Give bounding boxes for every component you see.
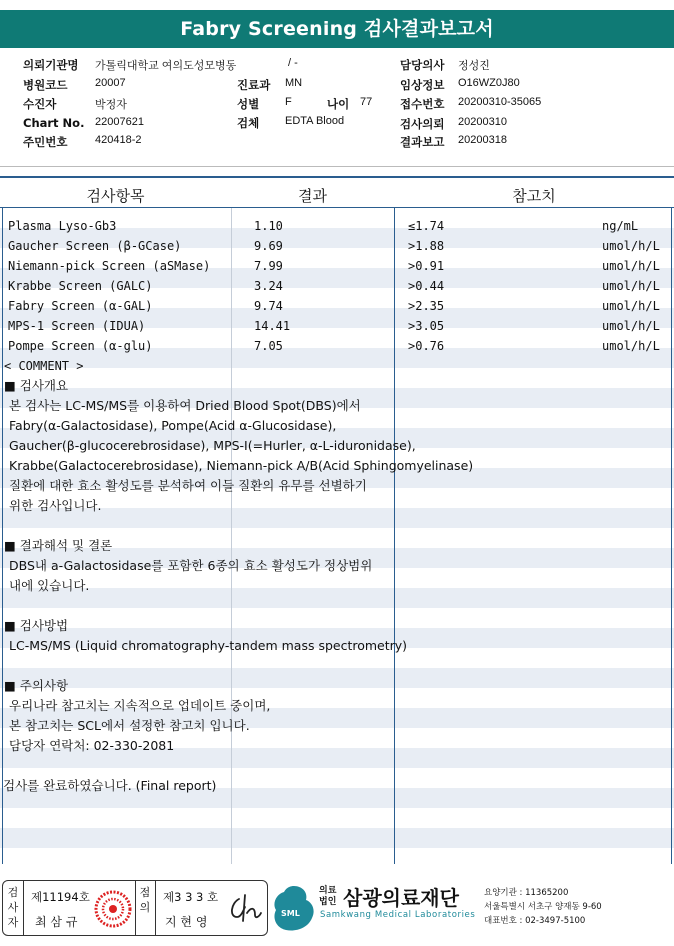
row-result: 7.05 (254, 339, 283, 353)
column-headers (0, 178, 674, 208)
examiner-number: 제11194호 (31, 890, 90, 904)
row-name: Gaucher Screen (β-GCase) (8, 239, 182, 253)
resident-label: 주민번호 (23, 135, 68, 149)
institution-value: 가톨릭대학교 여의도성모병동 (95, 60, 237, 72)
table-row (0, 316, 674, 336)
org-english: Samkwang Medical Laboratories (320, 910, 476, 920)
stripe (0, 828, 674, 848)
comment-line: 본 참고치는 SCL에서 설정한 참고치 입니다. (9, 718, 250, 733)
institution-label: 의뢰기관명 (23, 58, 79, 72)
dept-value: MN (285, 77, 303, 89)
row-result: 9.69 (254, 239, 283, 253)
clinical-value: O16WZ0J80 (458, 77, 520, 89)
request-label: 검사의뢰 (400, 117, 445, 131)
row-unit: umol/h/L (602, 259, 660, 273)
stripe (0, 808, 674, 828)
confirmer-name: 지 현 영 (165, 915, 208, 929)
row-unit: ng/mL (602, 219, 639, 233)
box-divider (135, 881, 136, 935)
comment-line: DBS내 a-Galactosidase를 포함한 6종의 효소 활성도가 정상범위 (9, 558, 373, 573)
age-label: 나이 (327, 97, 350, 111)
row-unit: umol/h/L (602, 239, 660, 253)
signature-icon (225, 891, 265, 927)
row-result: 9.74 (254, 299, 283, 313)
row-unit: umol/h/L (602, 299, 660, 313)
org-prefix: 의료법인 (319, 886, 337, 907)
report-title: Fabry Screening 검사결과보고서 (0, 10, 674, 48)
doctor-label: 담당의사 (400, 58, 445, 72)
code-value: 20007 (95, 77, 126, 89)
row-ref: >0.91 (408, 259, 445, 273)
row-result: 3.24 (254, 279, 283, 293)
row-name: MPS-1 Screen (IDUA) (8, 319, 146, 333)
clinical-label: 임상정보 (400, 78, 445, 92)
comment-line: LC-MS/MS (Liquid chromatography-tandem mass spectrometry) (9, 638, 408, 653)
comment-line: Gaucher(β-glucocerebrosidase), MPS-I(=Hurler, α-L-iduronidase), (9, 438, 416, 453)
row-ref: >1.88 (408, 239, 445, 253)
row-name: Krabbe Screen (GALC) (8, 279, 153, 293)
examiner-name: 최 삼 규 (35, 915, 78, 929)
results-table (0, 176, 674, 864)
row-unit: umol/h/L (602, 279, 660, 293)
report-footer (0, 878, 674, 940)
comment-line: 위한 검사입니다. (9, 498, 102, 513)
comment-line: 내에 있습니다. (9, 578, 90, 593)
final-report-note: 검사를 완료하였습니다. (Final report) (3, 778, 217, 793)
row-ref: >2.35 (408, 299, 445, 313)
report-date-value: 20200318 (458, 134, 507, 146)
comment-line: 본 검사는 LC-MS/MS를 이용하여 Dried Blood Spot(DBS)에서 (9, 398, 361, 413)
org-info-2: 서울특별시 서초구 양재동 9-60 (484, 902, 602, 912)
row-name: Fabry Screen (α-GAL) (8, 299, 153, 313)
table-row (0, 216, 674, 236)
row-unit: umol/h/L (602, 319, 660, 333)
section-overview-title: ■ 검사개요 (4, 378, 69, 393)
row-unit: umol/h/L (602, 339, 660, 353)
comment-line: 담당자 연락처: 02-330-2081 (9, 738, 175, 753)
col-result-header: 결과 (298, 187, 327, 205)
row-result: 7.99 (254, 259, 283, 273)
specimen-label: 검체 (237, 116, 260, 130)
box-divider (155, 881, 156, 935)
sex-label: 성별 (237, 97, 260, 111)
request-value: 20200310 (458, 116, 507, 128)
ward-value: / - (288, 57, 298, 69)
confirmer-label: 점의 (139, 886, 151, 914)
receipt-label: 접수번호 (400, 97, 445, 111)
patient-header (0, 48, 674, 166)
row-result: 14.41 (254, 319, 291, 333)
stripe (0, 848, 674, 864)
row-name: Niemann-pick Screen (aSMase) (8, 259, 211, 273)
doctor-value: 정성진 (458, 60, 490, 72)
examiner-seal-icon (93, 889, 133, 929)
stripe (0, 608, 674, 628)
table-row (0, 276, 674, 296)
examiner-label: 검사자 (7, 886, 19, 929)
comment-line: 우리나라 참고치는 지속적으로 업데이트 중이며, (9, 698, 271, 713)
row-ref: ≤1.74 (408, 219, 445, 233)
row-ref: >0.76 (408, 339, 445, 353)
comment-line: 질환에 대한 효소 활성도를 분석하여 이들 질환의 유무를 선별하기 (9, 478, 367, 493)
collector-value: 박정자 (95, 99, 127, 111)
section-conclusion-title: ■ 결과해석 및 결론 (4, 538, 113, 553)
box-divider (23, 881, 24, 935)
stripe (0, 668, 674, 688)
table-row (0, 236, 674, 256)
row-ref: >3.05 (408, 319, 445, 333)
report-date-label: 결과보고 (400, 135, 445, 149)
row-name: Plasma Lyso-Gb3 (8, 219, 117, 233)
section-method-title: ■ 검사방법 (4, 618, 69, 633)
collector-label: 수진자 (23, 97, 57, 111)
dept-label: 진료과 (237, 78, 271, 92)
stripe (0, 368, 674, 388)
chart-label: Chart No. (23, 116, 85, 130)
table-row (0, 256, 674, 276)
table-row (0, 296, 674, 316)
header-divider (0, 166, 674, 167)
org-info-3: 대표번호 : 02-3497-5100 (484, 916, 586, 926)
resident-value: 420418-2 (95, 134, 142, 146)
comment-line: Krabbe(Galactocerebrosidase), Niemann-pick A/B(Acid Sphingomyelinase) (9, 458, 474, 473)
logo-text: SML (281, 909, 300, 918)
table-row (0, 336, 674, 356)
signature-box (2, 880, 268, 936)
row-ref: >0.44 (408, 279, 445, 293)
section-caution-title: ■ 주의사항 (4, 678, 69, 693)
code-label: 병원코드 (23, 78, 68, 92)
specimen-value: EDTA Blood (285, 115, 345, 127)
comment-header: < COMMENT > (4, 359, 84, 373)
confirmer-number: 제3 3 3 호 (163, 890, 219, 904)
age-value: 77 (360, 96, 373, 108)
col-item-header: 검사항목 (86, 187, 145, 205)
stripe (0, 588, 674, 608)
comment-line: Fabry(α-Galactosidase), Pompe(Acid α-Glucosidase), (9, 418, 337, 433)
chart-value: 22007621 (95, 116, 144, 128)
org-name: 삼광의료재단 (343, 886, 459, 910)
col-reference-header: 참고치 (512, 187, 556, 205)
row-name: Pompe Screen (α-glu) (8, 339, 153, 353)
row-result: 1.10 (254, 219, 283, 233)
receipt-value: 20200310-35065 (458, 96, 542, 108)
sex-value: F (285, 96, 292, 108)
org-info-1: 요양기관 : 11365200 (484, 888, 569, 898)
